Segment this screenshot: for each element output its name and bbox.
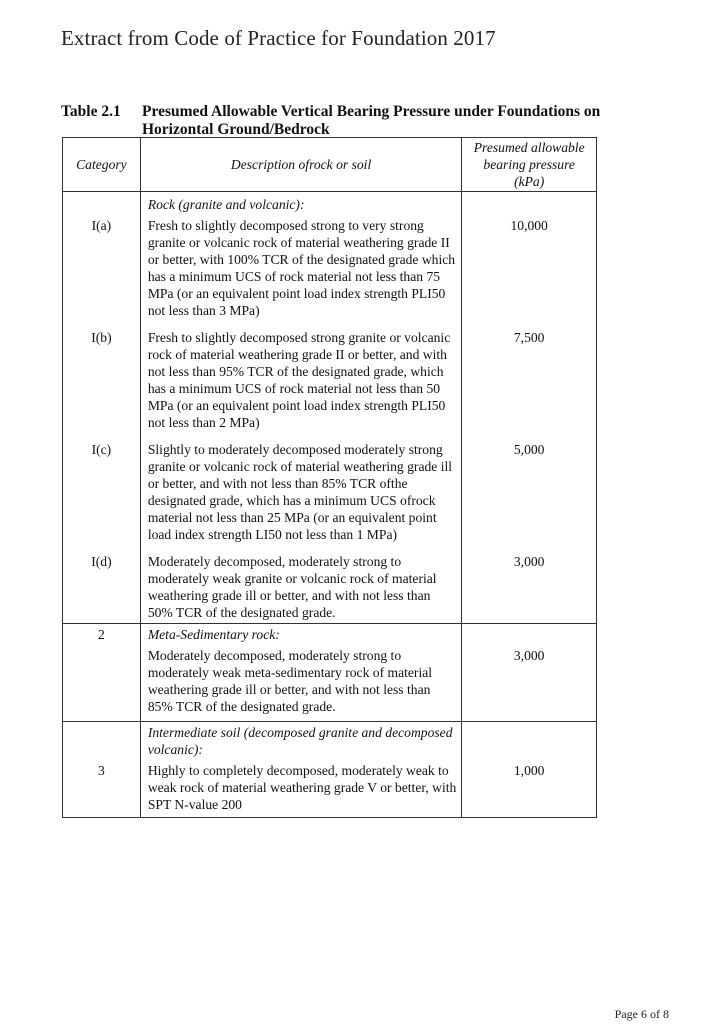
row-description: Slightly to moderately decomposed moderately strong granite or volcanic rock of material weathering grade ill or better, and with not less than 85% TCR ofthe designated grade, which has a minimum UCS ofrock material not less than 25 MPa (or an equivalent point load index strength LI50 not less than 1 MPa) <box>140 431 462 543</box>
row-description: Highly to completely decomposed, moderately weak to weak rock of material weathering grade V or better, with SPT N-value 200 <box>140 758 462 818</box>
table-row <box>63 431 597 543</box>
table-header-row <box>63 138 597 192</box>
row-category: 3 <box>63 758 141 818</box>
table-row <box>63 319 597 431</box>
column-header-description: Description ofrock or soil <box>140 138 462 192</box>
row-pressure: 10,000 <box>462 213 597 319</box>
group-heading-row <box>63 192 597 214</box>
column-header-pressure-text: Presumed allowable bearing pressure (kPa) <box>473 140 585 189</box>
page-number: Page 6 of 8 <box>614 1007 669 1021</box>
row-pressure: 3,000 <box>462 643 597 722</box>
row-category: 2 <box>63 624 141 644</box>
table-title: Presumed Allowable Vertical Bearing Pressure under Foundations on Horizontal Ground/Bedrock <box>142 103 601 138</box>
column-header-category: Category <box>63 138 141 192</box>
row-pressure: 3,000 <box>462 543 597 624</box>
group-heading-rock: Rock (granite and volcanic): <box>140 192 462 214</box>
document-header-title: Extract from Code of Practice for Foundation 2017 <box>61 26 496 50</box>
row-pressure: 1,000 <box>462 758 597 818</box>
row-category: I(d) <box>63 543 141 624</box>
group-heading-intermediate-soil: Intermediate soil (decomposed granite and decomposed volcanic): <box>140 722 462 759</box>
table-row <box>63 643 597 722</box>
column-header-pressure <box>462 138 597 192</box>
table-row <box>63 758 597 818</box>
table-number: Table 2.1 <box>61 103 121 120</box>
row-category: I(c) <box>63 431 141 543</box>
table-row <box>63 213 597 319</box>
row-description: Moderately decomposed, moderately strong to moderately weak granite or volcanic rock of material weathering grade ill or better, and with not less than 50% TCR of the designated grade. <box>140 543 462 624</box>
row-description: Moderately decomposed, moderately strong to moderately weak meta-sedimentary rock of material weathering grade ill or better, and with not less than 85% TCR of the designated grade. <box>140 643 462 722</box>
group-heading-row <box>63 624 597 644</box>
group-heading-row <box>63 722 597 759</box>
table-row <box>63 543 597 624</box>
row-pressure: 7,500 <box>462 319 597 431</box>
row-description: Fresh to slightly decomposed strong to very strong granite or volcanic rock of material weathering grade II or better, with 100% TCR of the designated grade which has a minimum UCS of rock material not less than 75 MPa (or an equivalent point load index strength PLI50 not less than 3 MPa) <box>140 213 462 319</box>
row-category: I(a) <box>63 213 141 319</box>
row-description: Fresh to slightly decomposed strong granite or volcanic rock of material weathering grade II or better, and with not less than 95% TCR of the designated grade, which has a minimum UCS of rock material not less than 50 MPa (or an equivalent point load index strength PLI50 not less than 2 MPa) <box>140 319 462 431</box>
group-heading-meta-sedimentary: Meta-Sedimentary rock: <box>140 624 462 644</box>
row-pressure: 5,000 <box>462 431 597 543</box>
bearing-pressure-table <box>62 137 597 818</box>
row-category: I(b) <box>63 319 141 431</box>
